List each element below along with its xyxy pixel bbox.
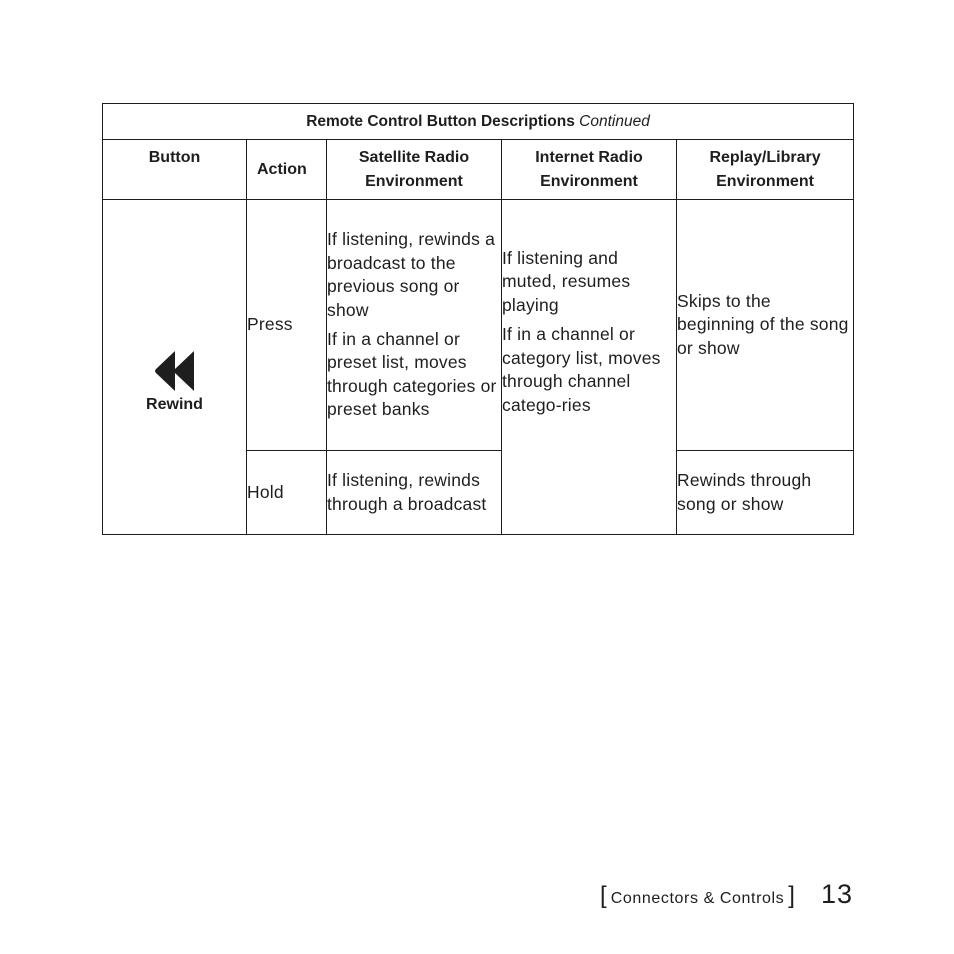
replay-press: Skips to the beginning of the song or show (677, 200, 854, 451)
rewind-icon (154, 350, 196, 392)
table-title-italic: Continued (579, 112, 650, 130)
header-satellite-line2: Environment (365, 172, 463, 190)
internet-text-1: If listening and muted, resumes playing (502, 248, 631, 315)
footer-section-title: Connectors & Controls (610, 890, 785, 907)
header-satellite (327, 140, 502, 200)
internet-text-2: If in a channel or category list, moves through channel catego-ries (502, 324, 661, 415)
table-title-row (103, 104, 854, 140)
rewind-label: Rewind (146, 396, 203, 413)
header-internet-line1: Internet Radio (535, 148, 643, 166)
header-internet-line2: Environment (540, 172, 638, 190)
footer-open-bracket: [ (600, 882, 607, 909)
button-descriptions-table (102, 103, 854, 535)
satellite-press-text-1: If listening, rewinds a broadcast to the previous song or show (327, 229, 496, 320)
footer-close-bracket: ] (788, 882, 795, 909)
table-header-row (103, 140, 854, 200)
header-replay (677, 140, 854, 200)
header-replay-line2: Environment (716, 172, 814, 190)
internet-press-hold (502, 200, 677, 535)
rewind-button-cell (103, 200, 247, 535)
header-button: Button (103, 140, 247, 200)
header-internet (502, 140, 677, 200)
page-number: 13 (820, 879, 853, 909)
header-action: Action (247, 140, 327, 200)
satellite-press-text-2: If in a channel or preset list, moves through categories or preset banks (327, 329, 497, 420)
action-press: Press (247, 200, 327, 451)
satellite-hold: If listening, rewinds through a broadcast (327, 451, 502, 535)
replay-hold: Rewinds through song or show (677, 451, 854, 535)
table-title-bold: Remote Control Button Descriptions (306, 112, 575, 130)
page-footer (600, 879, 853, 911)
header-replay-line1: Replay/Library (709, 148, 821, 166)
satellite-press (327, 200, 502, 451)
table-row-press (103, 200, 854, 451)
header-satellite-line1: Satellite Radio (358, 148, 470, 166)
action-hold: Hold (247, 451, 327, 535)
table-title (103, 104, 854, 140)
